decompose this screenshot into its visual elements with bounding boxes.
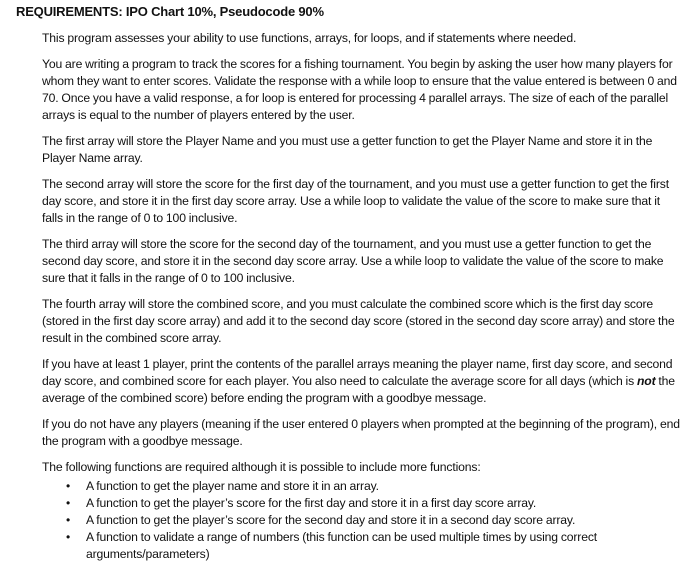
list-item-text: A function to get the player name and store it in an array.: [86, 479, 379, 493]
list-item: [42, 529, 680, 563]
required-functions-list: [42, 478, 680, 563]
paragraph-intro: This program assesses your ability to use functions, arrays, for loops, and if statements where needed.: [42, 31, 577, 45]
list-item-text: A function to get the player’s score for the first day and store it in a first day score array.: [86, 496, 537, 510]
bullet-icon: •: [66, 530, 71, 544]
print-results-text-start: If you have at least 1 player, print the contents of the parallel arrays meaning the player name, first day score, and second day score, and combined score for each player. You also need to calculate the average score for all days (which is: [42, 357, 673, 388]
paragraph-second-array: The second array will store the score for the first day of the tournament, and you must use a getter function to get the first day score, and store it in the first day score array. Use a while loop to validate the value of the score to make sure that it falls in the range of 0 to 100 inclusive.: [42, 177, 669, 225]
list-item-text: A function to get the player’s score for the second day and store it in a second day score array.: [86, 513, 576, 527]
paragraph-overview: You are writing a program to track the scores for a fishing tournament. You begin by asking the user how many players for whom they want to enter scores. Validate the response with a while loop to ensure that the value entered is between 0 and 70. Once you have a valid response, a for loop is entered for processing 4 parallel arrays. The size of each of the parallel arrays is equal to the number of players entered by the user.: [42, 57, 677, 122]
bullet-icon: •: [66, 513, 71, 527]
emphasis-not: not: [636, 374, 656, 388]
list-item: [42, 478, 680, 495]
print-results-text-end: the average of the combined score) before ending the program with a goodbye message.: [42, 374, 675, 405]
paragraph-print-results: [42, 356, 680, 407]
list-item-text: A function to validate a range of numbers (this function can be used multiple times by using correct arguments/parameters): [86, 530, 598, 561]
paragraph-third-array: The third array will store the score for the second day of the tournament, and you must use a getter function to get the second day score, and store it in the second day score array. Use a while loop to validate the value of the score to make sure that it falls in the range of 0 to 100 inclusive.: [42, 237, 664, 285]
bullet-icon: •: [66, 479, 71, 493]
paragraph-no-players: If you do not have any players (meaning if the user entered 0 players when prompted at the beginning of the program), end the program with a goodbye message.: [42, 417, 680, 448]
paragraph-fourth-array: The fourth array will store the combined score, and you must calculate the combined score which is the first day score (stored in the first day score array) and add it to the second day score (stored in the second day score array) and store the result in the combined score array.: [42, 297, 675, 345]
page-title: REQUIREMENTS: IPO Chart 10%, Pseudocode 90%: [16, 4, 324, 19]
list-item: [42, 512, 680, 529]
bullet-icon: •: [66, 496, 71, 510]
paragraph-first-array: The first array will store the Player Name and you must use a getter function to get the Player Name and store it in the Player Name array.: [42, 134, 653, 165]
paragraph-functions-intro: The following functions are required although it is possible to include more functions:: [42, 460, 481, 474]
list-item: [42, 495, 680, 512]
